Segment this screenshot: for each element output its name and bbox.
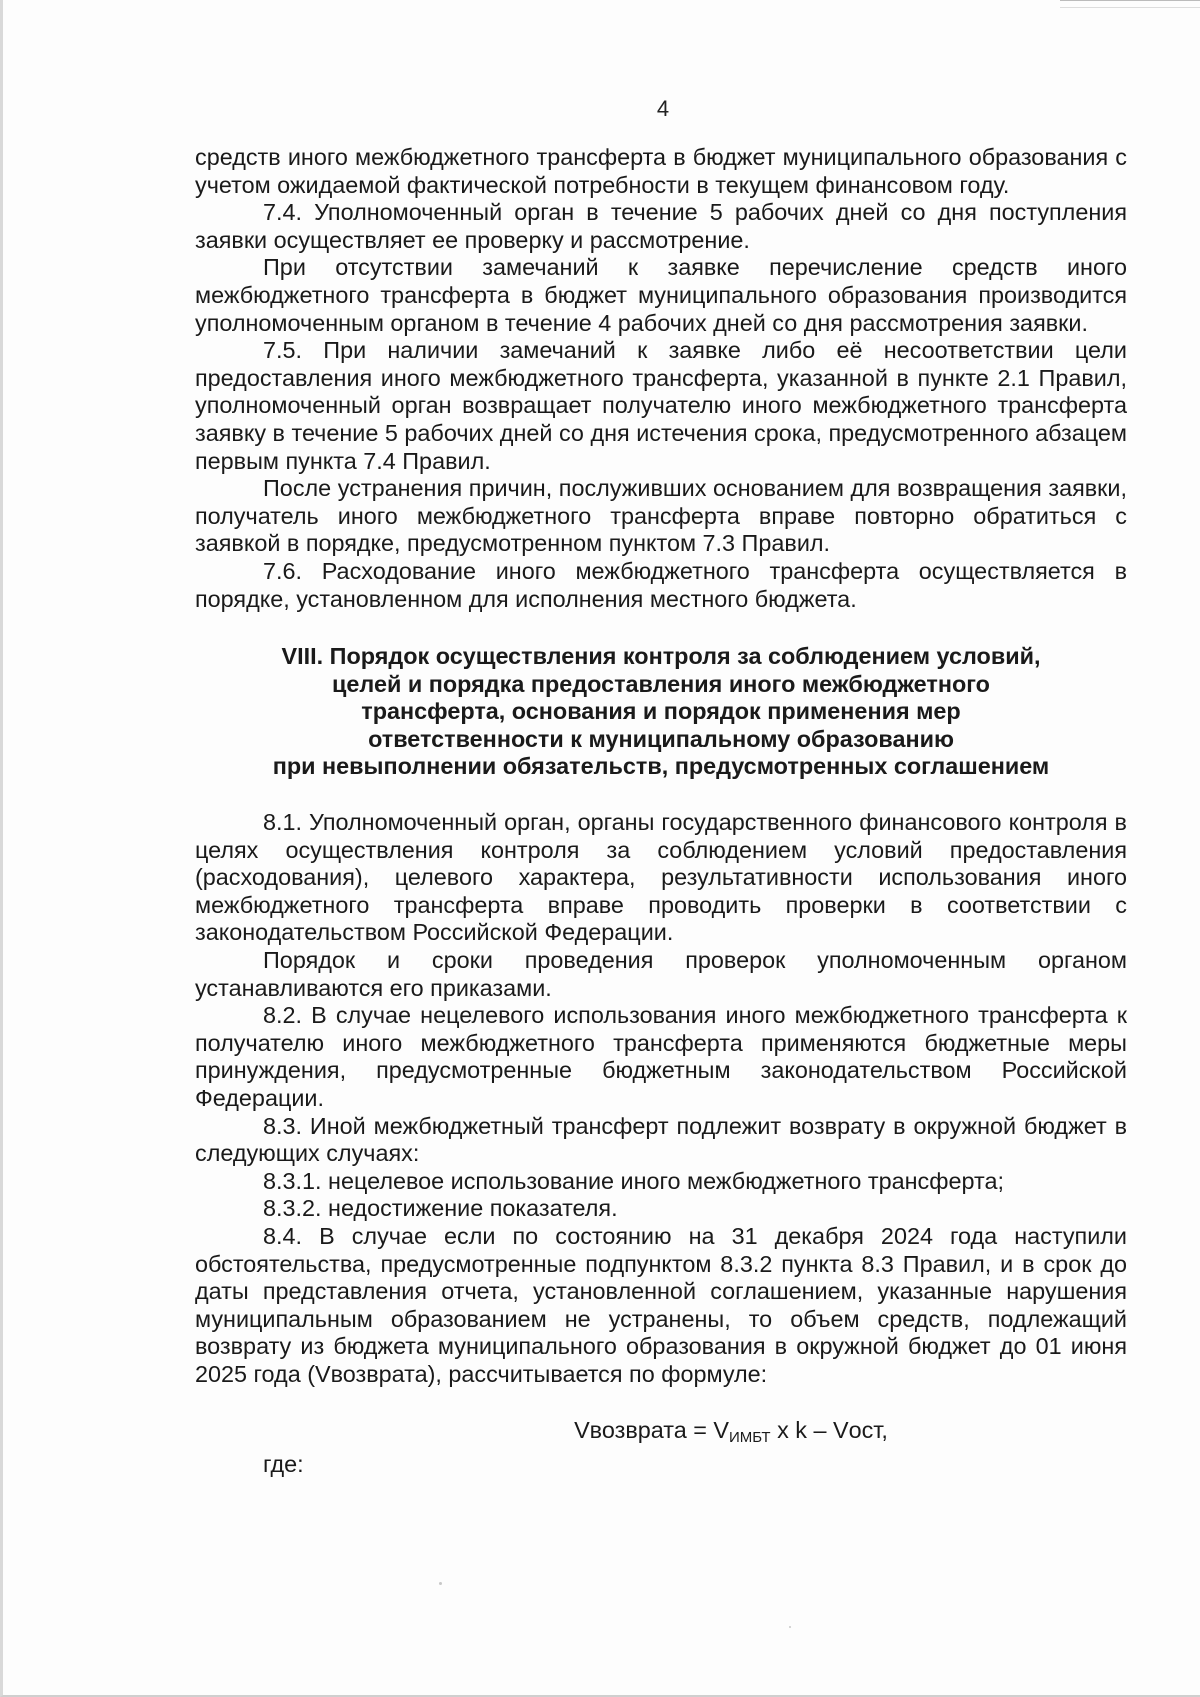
paragraph-8-4: 8.4. В случае если по состоянию на 31 декабря 2024 года наступили обстоятельства, предусмотренные подпунктом 8.3.2 пункта 8.3 Правил, и в срок до даты представления отчета, установленной соглашением, указанные нарушения муниципальным образованием не устранены, то объем средств, подлежащий возврату из бюджета муниципального образования в окружной бюджет до 01 июня 2025 года (Vвозврата), рассчитывается по формуле: — [195, 1222, 1127, 1387]
paragraph-7-4-no-remarks: При отсутствии замечаний к заявке перечисление средств иного межбюджетного трансферта в бюджет муниципального образования производится уполномоченным органом в течение 4 рабочих дней со дня рассмотрения заявки. — [195, 254, 1127, 336]
paragraph-7-5: 7.5. При наличии замечаний к заявке либо её несоответствии цели предоставления иного межбюджетного трансферта, указанной в пункте 2.1 Правил, уполномоченный орган возвращает получателю иного межбюджетного трансферта заявку в течение 5 рабочих дней со дня истечения срока, предусмотренного абзацем первым пункта 7.4 Правил. — [195, 337, 1127, 474]
heading-line: ответственности к муниципальному образованию — [368, 725, 954, 752]
page-number: 4 — [656, 96, 670, 121]
scan-speck — [789, 1626, 791, 1628]
paragraph-8-3-1: 8.3.1. нецелевое использование иного межбюджетного трансферта; — [263, 1167, 1004, 1194]
formula-subscript: ИМБТ — [728, 1428, 771, 1446]
heading-line: VIII. Порядок осуществления контроля за соблюдением условий, — [281, 643, 1041, 670]
paragraph-8-3: 8.3. Иной межбюджетный трансферт подлежит возврату в окружной бюджет в следующих случаях: — [195, 1112, 1127, 1167]
paragraph-8-2: 8.2. В случае нецелевого использования иного межбюджетного трансферта к получателю иного межбюджетного трансферта применяются бюджетные меры принуждения, предусмотренные бюджетным законодательством Российской Федерации. — [195, 1002, 1127, 1111]
paragraph-continuation: средств иного межбюджетного трансферта в бюджет муниципального образования с учетом ожидаемой фактической потребности в текущем финансовом году. — [195, 144, 1127, 198]
document-body — [195, 144, 1127, 1479]
heading-line: целей и порядка предоставления иного межбюджетного — [332, 670, 990, 697]
paragraph-7-6: 7.6. Расходование иного межбюджетного трансферта осуществляется в порядке, установленном для исполнения местного бюджета. — [195, 557, 1127, 612]
scan-edge-mark — [1060, 0, 1200, 8]
paragraph-7-5-resubmission: После устранения причин, послуживших основанием для возвращения заявки, получатель иного межбюджетного трансферта вправе повторно обратиться с заявкой в порядке, предусмотренном пунктом 7.3 Правил. — [195, 475, 1127, 557]
refund-formula — [335, 1417, 1127, 1452]
paragraph-8-1: 8.1. Уполномоченный орган, органы государственного финансового контроля в целях осуществления контроля за соблюдением условий предоставления (расходования), целевого характера, результативности использования иного межбюджетного трансферта вправе проводить проверки в соответствии с законодательством Российской Федерации. — [195, 809, 1127, 946]
heading-line: трансферта, основания и порядок применения мер — [361, 698, 961, 725]
paragraph-7-4: 7.4. Уполномоченный орган в течение 5 рабочих дней со дня поступления заявки осуществляет ее проверку и рассмотрение. — [195, 199, 1127, 253]
section-heading-viii — [195, 643, 1127, 781]
paragraph-8-3-2: 8.3.2. недостижение показателя. — [263, 1195, 618, 1222]
where-label: где: — [263, 1451, 304, 1478]
paragraph-8-1-procedure: Порядок и сроки проведения проверок уполномоченным органом устанавливаются его приказами. — [195, 947, 1127, 1001]
formula-rhs: x k – Vост, — [770, 1416, 888, 1443]
formula-lhs: Vвозврата = V — [574, 1416, 729, 1443]
scan-speck — [439, 1582, 442, 1585]
heading-line: при невыполнении обязательств, предусмотренных соглашением — [272, 753, 1050, 780]
